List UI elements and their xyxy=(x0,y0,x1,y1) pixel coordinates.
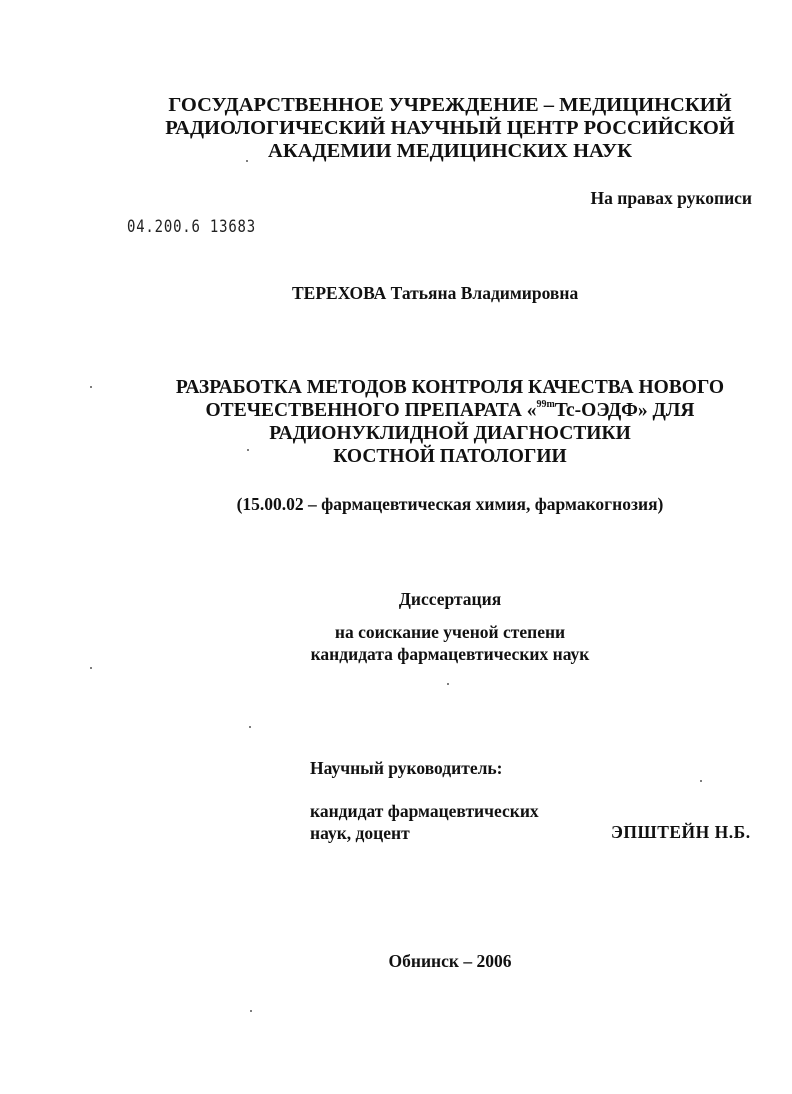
thesis-title-line-2-suffix: Tc-ОЭДФ» ДЛЯ xyxy=(554,400,695,421)
thesis-title-line-3: РАДИОНУКЛИДНОЙ ДИАГНОСТИКИ xyxy=(269,423,631,444)
supervisor-degree xyxy=(310,800,580,844)
supervisor-degree-line-1: кандидат фармацевтических xyxy=(310,801,539,821)
organization-name xyxy=(90,94,792,163)
supervisor-degree-line-2: наук, доцент xyxy=(310,823,410,843)
rights-note: На правах рукописи xyxy=(590,188,752,208)
scan-speck xyxy=(447,683,449,685)
degree-line-1: на соискание ученой степени xyxy=(334,622,566,642)
registration-stamp: 04.200.6 13683 xyxy=(127,217,256,237)
scan-speck xyxy=(700,780,702,782)
scan-speck xyxy=(90,386,92,388)
isotope-superscript: 99m xyxy=(536,399,555,410)
scan-speck xyxy=(247,449,249,451)
document-type: Диссертация xyxy=(398,589,502,609)
thesis-title-line-4: КОСТНОЙ ПАТОЛОГИИ xyxy=(333,446,567,467)
thesis-title xyxy=(90,376,792,468)
specialty-code: (15.00.02 – фармацевтическая химия, фармакогнозия) xyxy=(236,494,664,514)
thesis-title-line-2 xyxy=(90,399,792,422)
scan-speck xyxy=(250,1010,252,1012)
thesis-title-line-2-prefix: ОТЕЧЕСТВЕННОГО ПРЕПАРАТА « xyxy=(205,400,537,421)
scan-speck xyxy=(90,667,92,669)
scan-speck xyxy=(249,726,251,728)
place-and-year: Обнинск – 2006 xyxy=(388,951,512,971)
degree-line-2: кандидата фармацевтических наук xyxy=(310,644,590,664)
supervisor-label: Научный руководитель: xyxy=(310,758,503,778)
supervisor-name: ЭПШТЕЙН Н.Б. xyxy=(611,822,751,842)
organization-line-1: ГОСУДАРСТВЕННОЕ УЧРЕЖДЕНИЕ – МЕДИЦИНСКИЙ xyxy=(168,94,732,116)
organization-line-2: РАДИОЛОГИЧЕСКИЙ НАУЧНЫЙ ЦЕНТР РОССИЙСКОЙ xyxy=(165,117,735,139)
organization-line-3: АКАДЕМИИ МЕДИЦИНСКИХ НАУК xyxy=(268,140,632,162)
degree-sought xyxy=(90,621,792,665)
thesis-title-line-1: РАЗРАБОТКА МЕТОДОВ КОНТРОЛЯ КАЧЕСТВА НОВОГО xyxy=(175,377,725,398)
scan-speck xyxy=(246,160,248,162)
author-name: ТЕРЕХОВА Татьяна Владимировна xyxy=(292,283,579,303)
